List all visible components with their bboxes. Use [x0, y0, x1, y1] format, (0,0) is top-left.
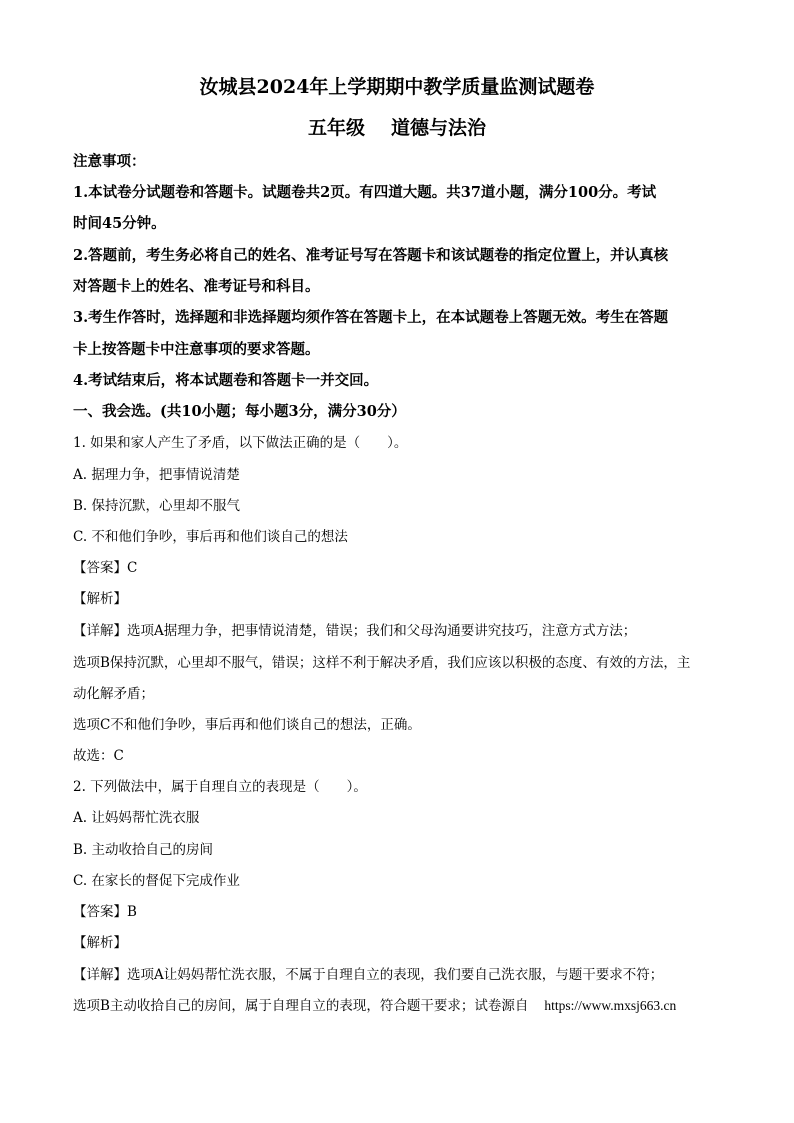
question-2-option-c: C. 在家长的督促下完成作业	[73, 873, 240, 889]
notice-item-2-line-2: 对答题卡上的姓名、准考证号和科目。	[73, 278, 320, 295]
section-1-heading: 一、我会选。(共10小题；每小题3分，满分30分）	[73, 403, 406, 420]
question-2-detail-line-2	[73, 994, 676, 1014]
question-1-detail-line-3: 动化解矛盾；	[73, 686, 154, 702]
notice-item-3-line-1: 3.考生作答时，选择题和非选择题均须作答在答题卡上，在本试题卷上答题无效。考生在答题	[73, 309, 669, 326]
question-2-option-a: A. 让妈妈帮忙洗衣服	[73, 810, 200, 826]
exam-subtitle	[0, 113, 794, 140]
question-2-detail-line-1: 【详解】选项A让妈妈帮忙洗衣服，不属于自理自立的表现，我们要自己洗衣服，与题干要求不符；	[73, 967, 664, 983]
question-1-detail-line-1: 【详解】选项A据理力争，把事情说清楚，错误；我们和父母沟通要讲究技巧，注意方式方法；	[73, 623, 637, 639]
question-2-analysis-label: 【解析】	[73, 935, 127, 951]
notice-item-2-line-1: 2.答题前，考生务必将自己的姓名、准考证号写在答题卡和该试题卷的指定位置上，并认真核	[73, 247, 669, 264]
question-1-option-b: B. 保持沉默，心里却不服气	[73, 498, 241, 514]
subject-label: 道德与法治	[391, 117, 487, 139]
question-1-detail-line-2: 选项B保持沉默，心里却不服气，错误；这样不利于解决矛盾，我们应该以积极的态度、有效的方法，主	[73, 655, 691, 671]
question-1-choice: 故选：C	[73, 748, 124, 764]
question-2-detail-line-2-text: 选项B主动收拾自己的房间，属于自理自立的表现，符合题干要求；试卷源自	[73, 998, 529, 1014]
question-2-option-b: B. 主动收拾自己的房间	[73, 842, 214, 858]
notice-item-1-line-1: 1.本试卷分试题卷和答题卡。试题卷共2页。有四道大题。共37道小题，满分100分。考试	[73, 184, 657, 201]
notice-item-3-line-2: 卡上按答题卡中注意事项的要求答题。	[73, 341, 320, 358]
question-1-stem: 1. 如果和家人产生了矛盾，以下做法正确的是（ ）。	[73, 435, 408, 451]
question-2-stem: 2. 下列做法中，属于自理自立的表现是（ ）。	[73, 779, 367, 795]
question-1-detail-line-4: 选项C不和他们争吵，事后再和他们谈自己的想法，正确。	[73, 717, 421, 733]
question-1-analysis-label: 【解析】	[73, 591, 127, 607]
question-1-option-a: A. 据理力争，把事情说清楚	[73, 467, 240, 483]
question-1-answer: 【答案】C	[73, 560, 138, 576]
notice-heading: 注意事项：	[73, 153, 146, 170]
grade-label: 五年级	[307, 117, 365, 139]
question-2-answer: 【答案】B	[73, 904, 137, 920]
question-1-option-c: C. 不和他们争吵，事后再和他们谈自己的想法	[73, 529, 348, 545]
exam-title: 汝城县2024年上学期期中教学质量监测试题卷	[199, 76, 595, 98]
notice-item-4: 4.考试结束后，将本试题卷和答题卡一并交回。	[73, 372, 379, 389]
source-url: https://www.mxsj663.cn	[544, 998, 677, 1013]
notice-item-1-line-2: 时间45分钟。	[73, 215, 166, 232]
